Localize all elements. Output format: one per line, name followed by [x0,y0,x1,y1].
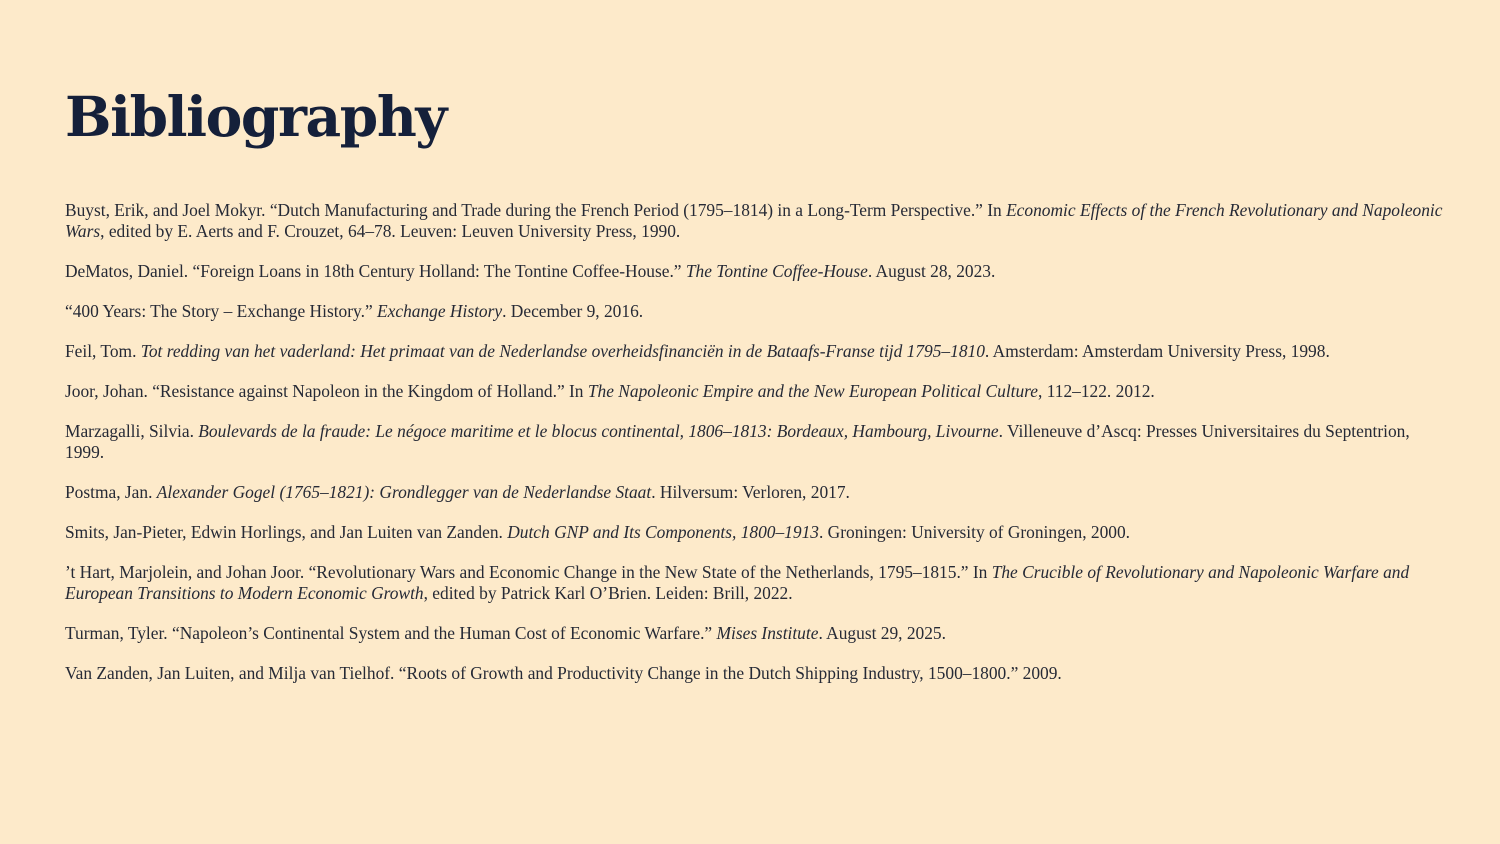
bibliography-list [65,200,1452,684]
entry-title-italic: Dutch GNP and Its Components, 1800–1913 [507,522,819,542]
entry-text: , 112–122. 2012. [1038,381,1155,401]
entry-title-italic: Economic Effects of the French Revolutionary and Napoleonic Wars [65,200,1443,241]
bibliography-entry [65,522,1452,543]
bibliography-entry [65,421,1452,463]
entry-text: , edited by Patrick Karl O’Brien. Leiden: Brill, 2022. [423,583,793,603]
entry-text: Joor, Johan. “Resistance against Napoleon in the Kingdom of Holland.” In [65,381,588,401]
entry-text: , edited by E. Aerts and F. Crouzet, 64–78. Leuven: Leuven University Press, 1990. [100,221,681,241]
entry-text: . Hilversum: Verloren, 2017. [651,482,850,502]
entry-text: . Groningen: University of Groningen, 2000. [818,522,1131,542]
entry-title-italic: The Crucible of Revolutionary and Napoleonic Warfare and European Transitions to Modern Economic Growth [65,562,1410,603]
entry-text: . Villeneuve d’Ascq: Presses Universitaires du Septentrion, 1999. [65,421,1410,462]
entry-title-italic: Alexander Gogel (1765–1821): Grondlegger van de Nederlandse Staat [156,482,652,502]
entry-text: . August 28, 2023. [867,261,996,281]
entry-title-italic: The Napoleonic Empire and the New European Political Culture [587,381,1039,401]
entry-text: . Amsterdam: Amsterdam University Press, 1998. [984,341,1330,361]
entry-title-italic: Boulevards de la fraude: Le négoce maritime et le blocus continental, 1806–1813: Bordeaux, Hambourg, Livourne [198,421,999,441]
bibliography-entry [65,200,1452,242]
bibliography-entry [65,261,1452,282]
bibliography-entry [65,301,1452,322]
entry-title-italic: Mises Institute [716,623,819,643]
page-title: Bibliography [65,84,446,149]
entry-title-italic: The Tontine Coffee-House [685,261,868,281]
entry-text: “400 Years: The Story – Exchange History.” [65,301,378,321]
entry-text: Smits, Jan-Pieter, Edwin Horlings, and Jan Luiten van Zanden. [65,522,508,542]
bibliography-entry [65,562,1452,604]
entry-text: . August 29, 2025. [818,623,946,643]
entry-text: DeMatos, Daniel. “Foreign Loans in 18th Century Holland: The Tontine Coffee-House.” [65,261,686,281]
bibliography-entry [65,663,1452,684]
entry-text: Postma, Jan. [65,482,157,502]
entry-title-italic: Tot redding van het vaderland: Het primaat van de Nederlandse overheidsfinanciën in de Bataafs-Franse tijd 1795–1810 [140,341,985,361]
entry-text: . December 9, 2016. [502,301,644,321]
entry-text: Feil, Tom. [65,341,141,361]
entry-text: Van Zanden, Jan Luiten, and Milja van Tielhof. “Roots of Growth and Productivity Change in the Dutch Shipping Industry, 1500–1800.” 2009. [65,663,1062,683]
entry-text: ’t Hart, Marjolein, and Johan Joor. “Revolutionary Wars and Economic Change in the New State of the Netherlands, 1795–1815.” In [65,562,992,582]
bibliography-entry [65,381,1452,402]
entry-text: Buyst, Erik, and Joel Mokyr. “Dutch Manufacturing and Trade during the French Period (1795–1814) in a Long-Term Perspective.” In [65,200,1007,220]
bibliography-entry [65,341,1452,362]
bibliography-entry [65,623,1452,644]
entry-text: Turman, Tyler. “Napoleon’s Continental System and the Human Cost of Economic Warfare.” [65,623,717,643]
entry-title-italic: Exchange History [377,301,503,321]
entry-text: Marzagalli, Silvia. [65,421,199,441]
bibliography-entry [65,482,1452,503]
